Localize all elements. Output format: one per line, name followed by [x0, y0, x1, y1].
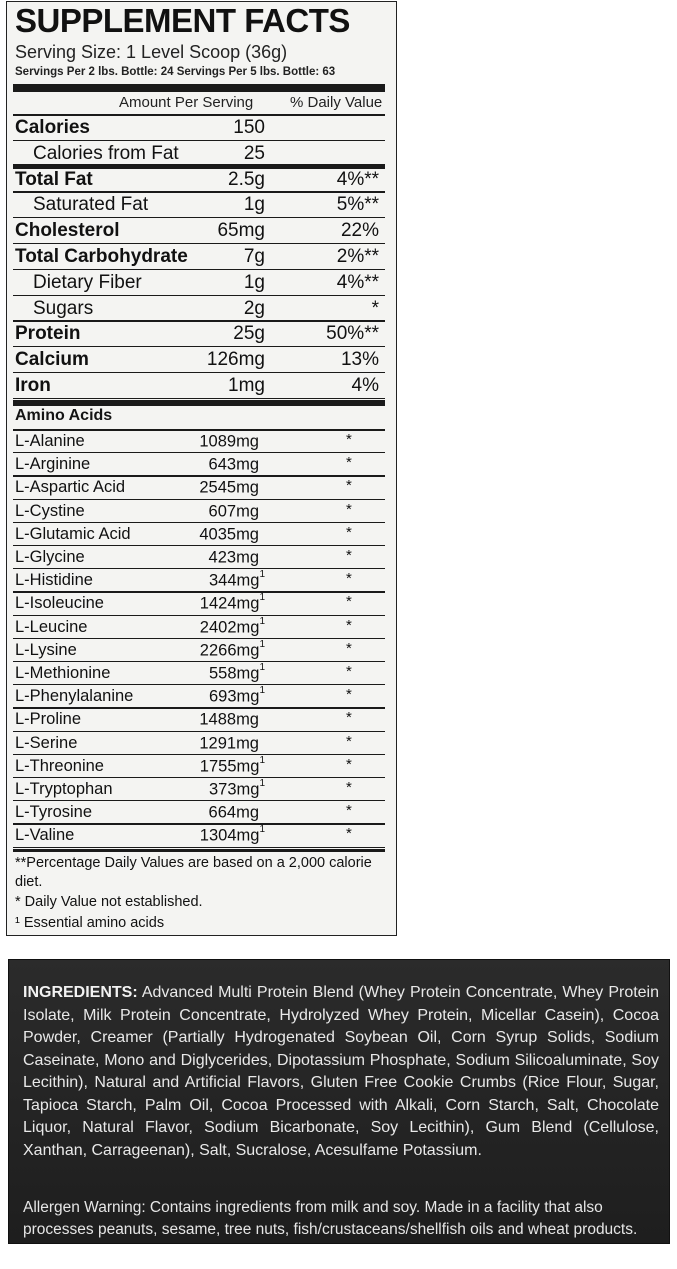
footnote-daily-values: **Percentage Daily Values are based on a 2,000 calorie diet. [15, 855, 372, 890]
amino-amount: 1488mg [199, 710, 259, 729]
row-divider [13, 847, 385, 848]
amino-daily-value: * [346, 663, 352, 680]
amino-row [13, 523, 385, 546]
amino-daily-value: * [346, 709, 352, 727]
amino-row [13, 662, 385, 685]
nutrient-amount: 1mg [228, 375, 265, 396]
amino-daily-value: * [346, 477, 352, 495]
nutrient-name: Total Carbohydrate [15, 246, 188, 267]
ingredients-text [23, 982, 659, 1162]
amino-name: L-Methionine [15, 664, 111, 682]
amino-row [13, 685, 385, 708]
amino-amount-cell [209, 548, 259, 568]
amino-name: L-Glycine [15, 548, 85, 566]
amino-amount-cell [209, 687, 265, 707]
amino-row [13, 708, 385, 731]
amino-amount: 423mg [208, 548, 259, 567]
nutrient-row [13, 270, 385, 296]
nutrient-amount: 2g [243, 297, 265, 319]
amino-amount: 558mg [208, 664, 260, 683]
amino-amount-cell [199, 525, 259, 545]
allergen-warning: Allergen Warning: Contains ingredients from milk and soy. Made in a facility that also processes peanuts, sesame, tree nuts, fish/crustaceans/shellfish oils and wheat products. [23, 1199, 638, 1238]
amino-name: L-Tyrosine [15, 803, 93, 822]
servings-per-container: Servings Per 2 lbs. Bottle: 24 Servings Per 5 lbs. Bottle: 63 [15, 66, 336, 78]
nutrient-amount: 25 [243, 142, 265, 164]
amino-daily-value: * [346, 686, 352, 704]
amino-amount-cell [199, 710, 259, 730]
amino-amount-cell [209, 780, 265, 800]
amino-amount-cell [209, 571, 265, 591]
amino-amount-cell [209, 803, 259, 823]
facts-title: SUPPLEMENT FACTS [15, 2, 350, 39]
ingredients-label: INGREDIENTS: [23, 984, 138, 1001]
amino-daily-value: * [346, 779, 352, 796]
footnote-essential: ¹ Essential amino acids [15, 915, 165, 931]
nutrient-name: Calories from Fat [33, 142, 179, 164]
amino-row [13, 500, 385, 523]
amino-name: L-Leucine [15, 617, 88, 636]
amino-amount: 607mg [208, 502, 259, 521]
nutrient-name: Calcium [15, 349, 89, 371]
ingredients-list: Advanced Multi Protein Blend (Whey Protein Concentrate, Whey Protein Isolate, Milk Protein Concentrate, Hydrolyzed Whey Protein, Micellar Casein), Cocoa Powder, Creamer (Partially Hydrogenated Soybean Oil, Corn Syrup Solids, Sodium Caseinate, Mono and Diglycerides, Dipotassium Phosphate, Sodium Silicoaluminate, Soy Lecithin), Natural and Artificial Flavors, Gluten Free Cookie Crumbs (Rice Flour, Sugar, Tapioca Starch, Palm Oil, Cocoa Processed with Alkali, Corn Starch, Salt, Chocolate Liquor, Natural Flavor, Sodium Bicarbonate, Soy Lecithin), Gum Blend (Cellulose, Xanthan, Carrageenan), Salt, Sucralose, Acesulfame Potassium. [23, 984, 660, 1159]
nutrient-row [13, 115, 385, 141]
nutrient-name: Protein [15, 323, 81, 345]
amino-name: L-Cystine [15, 501, 85, 520]
nutrient-row [13, 296, 385, 322]
nutrient-daily-value: 4%** [336, 168, 379, 190]
amino-name: L-Isoleucine [15, 594, 104, 613]
supplement-facts-panel [6, 1, 397, 936]
amino-name: L-Tryptophan [15, 780, 113, 798]
nutrient-name: Sugars [33, 297, 94, 319]
ingredients-panel [8, 959, 670, 1244]
amino-name: L-Threonine [15, 756, 104, 775]
nutrient-name: Dietary Fiber [33, 271, 142, 293]
amino-amount: 373mg [208, 780, 260, 799]
amino-row [13, 639, 385, 662]
amino-amount-cell [199, 638, 265, 661]
nutrient-amount: 150 [233, 117, 265, 138]
amino-amount-cell [199, 734, 259, 754]
amino-amount: 2266mg [199, 641, 260, 660]
amino-row [13, 430, 385, 453]
amino-daily-value: * [346, 570, 352, 588]
amino-daily-value: * [346, 523, 352, 541]
nutrient-row [13, 321, 385, 347]
amino-row [13, 476, 385, 499]
amino-name: L-Lysine [15, 640, 77, 659]
amino-daily-value: * [346, 593, 352, 611]
amino-daily-value: * [346, 732, 352, 750]
amino-row [13, 755, 385, 778]
amino-amount-cell [209, 455, 259, 475]
nutrient-name: Saturated Fat [33, 194, 149, 216]
amino-daily-value: * [346, 802, 352, 820]
nutrient-row [13, 192, 385, 218]
header-daily-value: % Daily Value [290, 94, 383, 111]
nutrient-daily-value: 4% [351, 375, 379, 396]
nutrient-daily-value: 50%** [326, 323, 379, 345]
header-amount-per-serving: Amount Per Serving [119, 94, 254, 111]
amino-daily-value: * [346, 616, 352, 634]
nutrient-row [13, 167, 385, 193]
nutrient-daily-value: 4%** [336, 271, 379, 293]
thick-divider-top [13, 84, 385, 92]
amino-daily-value: * [346, 547, 352, 564]
amino-name: L-Glutamic Acid [15, 524, 131, 543]
amino-amount-cell [200, 826, 265, 846]
nutrient-daily-value: 13% [340, 349, 379, 371]
nutrient-name: Calories [15, 117, 90, 138]
amino-amount-cell [209, 664, 265, 684]
nutrient-amount: 25g [233, 323, 265, 345]
amino-acids-title: Amino Acids [15, 407, 113, 424]
essential-marker: 1 [259, 824, 265, 836]
amino-row [13, 778, 385, 801]
footnote-divider [13, 849, 385, 852]
serving-size: Serving Size: 1 Level Scoop (36g) [15, 42, 288, 62]
amino-row [13, 569, 385, 592]
nutrient-row [13, 373, 385, 399]
essential-marker: 1 [259, 754, 265, 766]
amino-daily-value: * [346, 755, 352, 773]
amino-name: L-Serine [15, 733, 78, 752]
nutrient-row [13, 244, 385, 270]
amino-amount: 2545mg [199, 478, 259, 497]
nutrient-daily-value: 2%** [336, 246, 379, 267]
essential-marker: 1 [259, 662, 265, 673]
nutrient-amount: 1g [243, 271, 265, 293]
essential-marker: 1 [259, 615, 265, 627]
amino-amount-cell [199, 615, 265, 638]
nutrient-daily-value: 22% [340, 220, 379, 242]
amino-name: L-Histidine [15, 571, 93, 590]
amino-amount: 1291mg [199, 734, 259, 753]
nutrient-amount: 1g [243, 194, 265, 216]
nutrient-amount: 65mg [217, 220, 265, 242]
amino-amount: 1304mg [199, 826, 260, 845]
amino-daily-value: * [346, 500, 352, 518]
amino-row [13, 592, 385, 615]
thick-divider-amino [13, 400, 385, 406]
amino-name: L-Alanine [15, 432, 85, 450]
amino-amount: 643mg [208, 455, 259, 474]
nutrient-amount: 2.5g [228, 168, 265, 190]
nutrient-row [13, 347, 385, 373]
amino-amount: 344mg [208, 571, 260, 590]
essential-marker: 1 [259, 685, 265, 697]
amino-daily-value: * [346, 639, 352, 657]
amino-name: L-Valine [15, 826, 75, 845]
amino-amount-cell [200, 594, 265, 614]
nutrient-daily-value: 5%** [336, 194, 379, 216]
amino-amount: 1424mg [199, 594, 260, 613]
row-divider [13, 398, 385, 399]
amino-amount-cell [199, 432, 259, 452]
amino-amount: 4035mg [199, 525, 259, 544]
footnote-not-established: * Daily Value not established. [15, 894, 203, 910]
nutrient-amount: 126mg [206, 349, 265, 371]
nutrient-name: Total Fat [15, 168, 93, 190]
nutrient-name: Cholesterol [15, 220, 120, 242]
amino-amount: 664mg [208, 803, 259, 822]
essential-marker: 1 [259, 569, 265, 581]
nutrient-name: Iron [15, 375, 51, 396]
amino-amount-cell [199, 478, 259, 498]
nutrient-amount: 7g [243, 246, 265, 267]
essential-marker: 1 [259, 778, 265, 789]
amino-row [13, 546, 385, 569]
nutrient-daily-value: * [371, 297, 379, 319]
nutrient-row [13, 218, 385, 244]
amino-daily-value: * [346, 454, 352, 472]
amino-amount-cell [199, 754, 265, 777]
amino-name: L-Proline [15, 710, 82, 729]
amino-row [13, 801, 385, 824]
amino-row [13, 453, 385, 476]
amino-name: L-Arginine [15, 455, 91, 474]
amino-amount-cell [209, 502, 259, 522]
amino-daily-value: * [346, 825, 352, 843]
amino-amount: 693mg [208, 687, 260, 706]
essential-marker: 1 [259, 592, 265, 604]
amino-amount: 1089mg [199, 432, 259, 451]
amino-row [13, 616, 385, 639]
essential-marker: 1 [259, 638, 265, 650]
amino-name: L-Aspartic Acid [15, 478, 126, 497]
amino-amount: 1755mg [199, 757, 260, 776]
amino-daily-value: * [346, 431, 352, 448]
amino-row [13, 824, 385, 847]
amino-amount: 2402mg [199, 618, 260, 637]
amino-row [13, 732, 385, 755]
amino-name: L-Phenylalanine [15, 687, 134, 706]
